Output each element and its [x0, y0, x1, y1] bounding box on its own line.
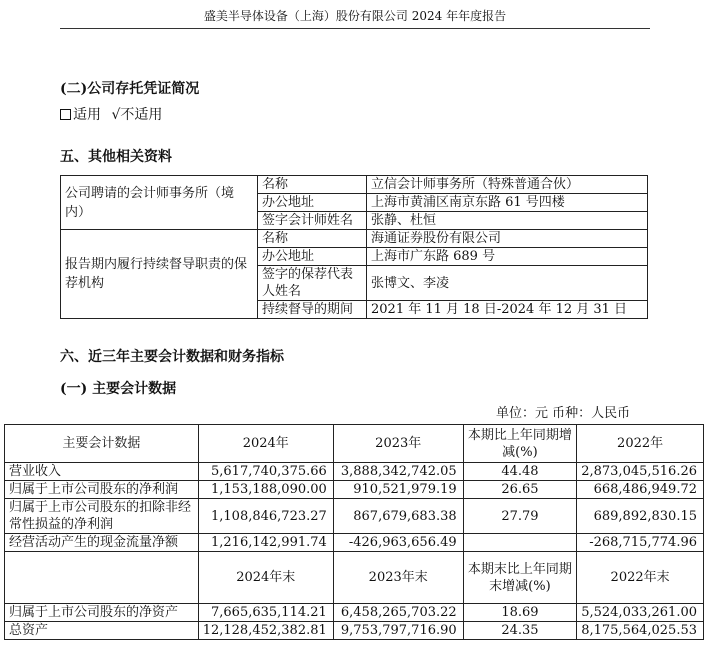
checkbox-icon — [60, 109, 71, 120]
cell-value: -268,715,774.96 — [577, 534, 704, 552]
column-header: 2024年末 — [198, 552, 333, 604]
row-label: 签字会计师姓名 — [258, 212, 367, 230]
column-header: 本期比上年同期增减(%) — [463, 425, 577, 463]
row-label: 营业收入 — [5, 463, 199, 481]
row-label: 持续督导的期间 — [258, 301, 367, 319]
column-header — [5, 552, 199, 604]
table-row — [5, 499, 704, 534]
column-header: 2024年 — [198, 425, 333, 463]
not-applicable-label: 不适用 — [120, 107, 163, 123]
table-row — [5, 463, 704, 481]
cell-value: 12,128,452,382.81 — [198, 622, 333, 640]
table-row — [5, 481, 704, 499]
table-row — [61, 176, 648, 194]
row-label: 总资产 — [5, 622, 199, 640]
column-header: 主要会计数据 — [5, 425, 199, 463]
row-label: 办公地址 — [258, 248, 367, 266]
row-value: 上海市广东路 689 号 — [367, 248, 648, 266]
row-value: 上海市黄浦区南京东路 61 号四楼 — [367, 194, 648, 212]
header-divider — [60, 28, 650, 29]
financial-data-table — [4, 424, 704, 640]
row-value: 海通证券股份有限公司 — [367, 230, 648, 248]
unit-currency-line: 单位：元 币种：人民币 — [496, 406, 631, 421]
row-label: 名称 — [258, 176, 367, 194]
applicable-label: 适用 — [73, 107, 101, 123]
cell-value: 689,892,830.15 — [577, 499, 704, 534]
section6-title: 六、近三年主要会计数据和财务指标 — [60, 349, 284, 365]
row-value: 张博文、李凌 — [367, 266, 648, 301]
depositary-section-title: (二)公司存托凭证简况 — [60, 81, 200, 97]
check-mark-icon: √ — [111, 107, 121, 123]
row-label: 归属于上市公司股东的净资产 — [5, 604, 199, 622]
row-label: 办公地址 — [258, 194, 367, 212]
table-header-row — [5, 425, 704, 463]
row-value: 立信会计师事务所（特殊普通合伙） — [367, 176, 648, 194]
table-row — [61, 230, 648, 248]
row-value: 张静、杜恒 — [367, 212, 648, 230]
cell-value: 867,679,683.38 — [333, 499, 463, 534]
other-info-table — [60, 175, 648, 319]
column-header: 2023年 — [333, 425, 463, 463]
cell-value: -426,963,656.49 — [333, 534, 463, 552]
cell-value: 24.35 — [463, 622, 577, 640]
cell-value: 6,458,265,703.22 — [333, 604, 463, 622]
cell-value: 1,216,142,991.74 — [198, 534, 333, 552]
table-row — [5, 604, 704, 622]
row-value: 2021 年 11 月 18 日-2024 年 12 月 31 日 — [367, 301, 648, 319]
cell-value: 5,524,033,261.00 — [577, 604, 704, 622]
row-label: 归属于上市公司股东的净利润 — [5, 481, 199, 499]
table-row — [5, 534, 704, 552]
row-label: 签字的保荐代表人姓名 — [258, 266, 367, 301]
cell-value: 26.65 — [463, 481, 577, 499]
other-info-section-title: 五、其他相关资料 — [60, 149, 172, 165]
cell-value — [463, 534, 577, 552]
section6-1-title: (一) 主要会计数据 — [60, 381, 177, 397]
table-header-row — [5, 552, 704, 604]
row-label: 名称 — [258, 230, 367, 248]
column-header: 本期末比上年同期末增减(%) — [463, 552, 577, 604]
cell-value: 2,873,045,516.26 — [577, 463, 704, 481]
column-header: 2022年末 — [577, 552, 704, 604]
table-row — [5, 622, 704, 640]
cell-value: 18.69 — [463, 604, 577, 622]
cell-value: 8,175,564,025.53 — [577, 622, 704, 640]
cell-value: 27.79 — [463, 499, 577, 534]
column-header: 2023年末 — [333, 552, 463, 604]
cell-value: 1,153,188,090.00 — [198, 481, 333, 499]
row-label: 归属于上市公司股东的扣除非经常性损益的净利润 — [5, 499, 199, 534]
row-label: 经营活动产生的现金流量净额 — [5, 534, 199, 552]
cell-value: 1,108,846,723.27 — [198, 499, 333, 534]
cell-value: 5,617,740,375.66 — [198, 463, 333, 481]
cell-value: 44.48 — [463, 463, 577, 481]
cell-value: 9,753,797,716.90 — [333, 622, 463, 640]
cell-value: 3,888,342,742.05 — [333, 463, 463, 481]
cell-value: 7,665,635,114.21 — [198, 604, 333, 622]
cell-value: 910,521,979.19 — [333, 481, 463, 499]
column-header: 2022年 — [577, 425, 704, 463]
cell-value: 668,486,949.72 — [577, 481, 704, 499]
group-label: 公司聘请的会计师事务所（境内） — [61, 176, 258, 230]
applicability-line — [60, 106, 162, 124]
page-header: 盛美半导体设备（上海）股份有限公司 2024 年年度报告 — [203, 9, 507, 23]
group-label: 报告期内履行持续督导职责的保荐机构 — [61, 230, 258, 319]
